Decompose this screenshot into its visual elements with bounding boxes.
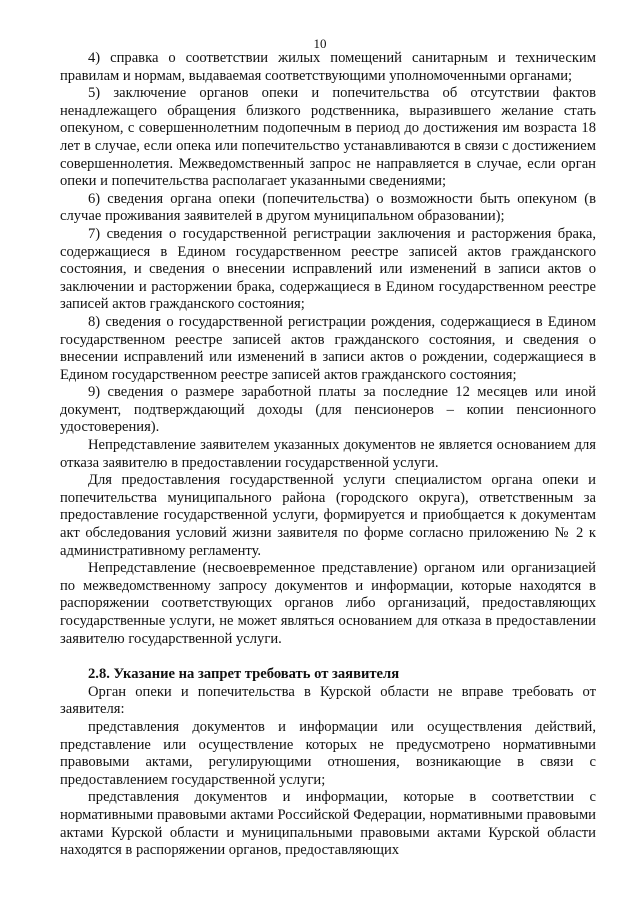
paragraph-item-9: 9) сведения о размере заработной платы за последние 12 месяцев или иной документ, подтверждающий доходы (для пенсионеров – копии пенсионного удостоверения). (60, 384, 596, 436)
paragraph-item-4: 4) справка о соответствии жилых помещений санитарным и техническим правилам и нормам, выдаваемая соответствующими уполномоченными органами; (60, 50, 596, 84)
section-heading: 2.8. Указание на запрет требовать от заявителя (88, 666, 400, 683)
paragraph-non-submission: Непредставление заявителем указанных документов не является основанием для отказа заявителю в предоставлении государственной услуги. (60, 437, 596, 471)
paragraph-interagency-request: Непредставление (несвоевременное представление) органом или организацией по межведомственному запросу документов и информации, которые находятся в распоряжении соответствующих органов либо организаций, предоставляющих государственные услуги, не может являться основанием для отказа в предоставлении заявителю государственной услуги. (60, 560, 596, 647)
section-paragraph-legal-acts: представления документов и информации, которые в соответствии с нормативными правовыми актами Российской Федерации, нормативными правовыми актами Курской области и муниципальными правовыми актами Курской области находятся в распоряжении органов, предоставляющих (60, 789, 596, 859)
document-body (60, 50, 596, 860)
section-paragraph-intro: Орган опеки и попечительства в Курской области не вправе требовать от заявителя: (60, 683, 596, 718)
paragraph-item-7: 7) сведения о государственной регистрации заключения и расторжения брака, содержащиеся в Едином государственном реестре записей актов гражданского состояния, и сведения о внесении исправлений или изменений в записи актов о заключении и расторжении брака, содержащиеся в Едином государственном реестре записей актов гражданского состояния; (60, 225, 596, 313)
section-paragraph-documents: представления документов и информации или осуществления действий, представление или осуществление которых не предусмотрено нормативными правовыми актами, регулирующими отношения, возникающие в связи с предоставлением государственной услуги; (60, 718, 596, 788)
paragraph-inspection-act: Для предоставления государственной услуги специалистом органа опеки и попечительства муниципального района (городского округа), ответственным за предоставление государственной услуги, формируется и приобщается к документам акт обследования условий жизни заявителя по форме согласно приложению № 2 к административному регламенту. (60, 472, 596, 559)
paragraph-item-8: 8) сведения о государственной регистрации рождения, содержащиеся в Едином государственном реестре записей актов гражданского состояния, и сведения о внесении исправлений или изменений в записи актов о рождении, содержащиеся в Едином государственном реестре записей актов гражданского состояния; (60, 313, 596, 383)
paragraph-item-6: 6) сведения органа опеки (попечительства) о возможности быть опекуном (в случае проживания заявителей в другом муниципальном образовании); (60, 190, 596, 225)
page-number: 10 (313, 36, 327, 51)
paragraph-item-5: 5) заключение органов опеки и попечительства об отсутствии фактов ненадлежащего обращения близкого родственника, выразившего желание стать опекуном, с совершеннолетним подопечным в период до достижения им возраста 18 лет в случае, если опека или попечительство устанавливаются в связи с достижением совершеннолетия. Межведомственный запрос не направляется в случае, если орган опеки и попечительства располагает указанными сведениями; (60, 85, 596, 190)
